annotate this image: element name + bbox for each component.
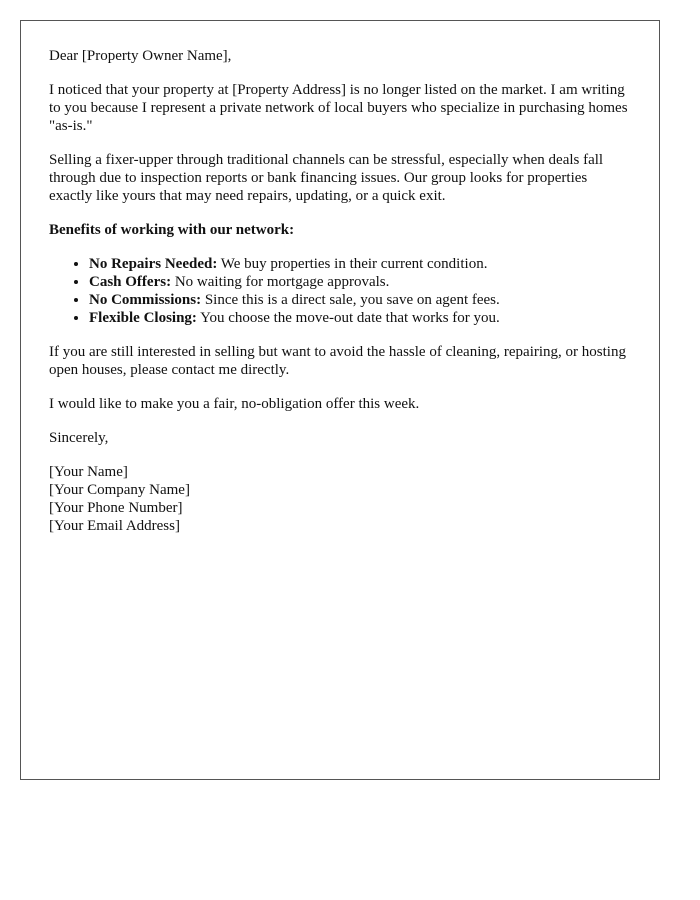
benefit-text: Since this is a direct sale, you save on agent fees. — [201, 292, 500, 308]
benefit-text: We buy properties in their current condition. — [217, 256, 488, 272]
benefit-item-cash-offers — [89, 273, 631, 291]
call-to-action-paragraph: If you are still interested in selling but want to avoid the hassle of cleaning, repairing, or hosting open houses, please contact me directly. — [49, 344, 626, 378]
benefit-text: No waiting for mortgage approvals. — [171, 274, 390, 290]
letter-page — [20, 20, 660, 780]
benefit-title: No Repairs Needed: — [89, 256, 218, 272]
benefits-heading: Benefits of working with our network: — [49, 222, 295, 238]
intro-paragraph: I noticed that your property at [Property Address] is no longer listed on the market. I am writing to you because I represent a private network of local buyers who specialize in purchasing homes "as-is." — [49, 82, 628, 134]
closing: Sincerely, — [49, 430, 109, 446]
signature-block — [49, 463, 631, 535]
offer-paragraph: I would like to make you a fair, no-obligation offer this week. — [49, 396, 420, 412]
context-paragraph: Selling a fixer-upper through traditional channels can be stressful, especially when deals fall through due to inspection reports or bank financing issues. Our group looks for properties exactly like yours that may need repairs, updating, or a quick exit. — [49, 152, 604, 204]
benefit-text: You choose the move-out date that works for you. — [196, 310, 500, 326]
benefits-list — [49, 255, 631, 327]
benefit-title: Flexible Closing: — [89, 310, 197, 326]
salutation: Dear [Property Owner Name], — [49, 48, 232, 64]
benefit-item-no-commissions — [89, 291, 631, 309]
signature-company: [Your Company Name] — [49, 482, 190, 498]
benefit-title: Cash Offers: — [89, 274, 172, 290]
benefit-item-flexible-closing — [89, 309, 631, 327]
signature-name: [Your Name] — [49, 464, 128, 480]
benefit-item-no-repairs — [89, 255, 631, 273]
benefit-title: No Commissions: — [89, 292, 202, 308]
signature-email: [Your Email Address] — [49, 518, 180, 534]
signature-phone: [Your Phone Number] — [49, 500, 183, 516]
